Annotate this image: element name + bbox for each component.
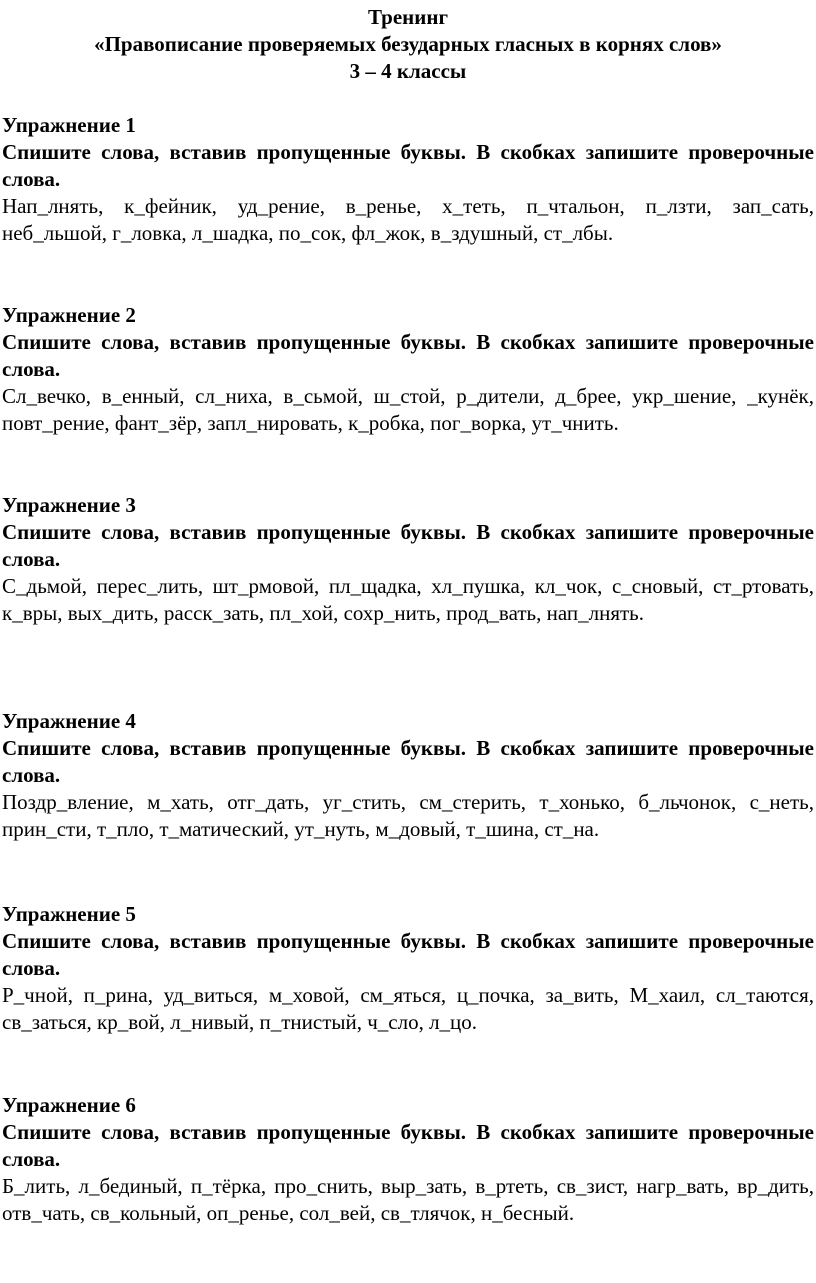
document-grades: 3 – 4 классы xyxy=(349,59,467,83)
exercise-1 xyxy=(2,112,814,247)
exercise-5 xyxy=(2,901,814,1036)
exercise-task: Спишите слова, вставив пропущенные буквы. В скобках запишите проверочные слова. xyxy=(2,736,814,787)
exercise-title: Упражнение 3 xyxy=(2,493,136,517)
document-header xyxy=(2,4,814,85)
exercise-title: Упражнение 5 xyxy=(2,902,136,926)
exercise-4 xyxy=(2,708,814,843)
document-title: Тренинг xyxy=(367,5,449,29)
exercise-task: Спишите слова, вставив пропущенные буквы. В скобках запишите проверочные слова. xyxy=(2,330,814,381)
exercise-title: Упражнение 4 xyxy=(2,709,136,733)
exercise-words: Б_лить, л_бединый, п_тёрка, про_снить, выр_зать, в_ртеть, св_зист, нагр_вать, вр_дить, отв_чать, св_кольный, оп_ренье, сол_вей, св_тлячок, н_бесный. xyxy=(2,1174,814,1225)
exercise-words: Поздр_вление, м_хать, отг_дать, уг_стить, см_стерить, т_хонько, б_льчонок, с_неть, прин_сти, т_пло, т_матический, ут_нуть, м_довый, т_шина, ст_на. xyxy=(2,790,814,841)
exercise-task: Спишите слова, вставив пропущенные буквы. В скобках запишите проверочные слова. xyxy=(2,929,814,980)
exercise-words: Р_чной, п_рина, уд_виться, м_ховой, см_яться, ц_почка, за_вить, М_хаил, сл_таются, св_заться, кр_вой, л_нивый, п_тнистый, ч_сло, л_цо. xyxy=(2,983,814,1034)
exercise-title: Упражнение 2 xyxy=(2,303,136,327)
exercise-task: Спишите слова, вставив пропущенные буквы. В скобках запишите проверочные слова. xyxy=(2,520,814,571)
exercise-task: Спишите слова, вставив пропущенные буквы. В скобках запишите проверочные слова. xyxy=(2,1120,814,1171)
exercise-title: Упражнение 6 xyxy=(2,1093,136,1117)
document-page xyxy=(2,0,814,1225)
exercise-words: Нап_лнять, к_фейник, уд_рение, в_ренье, х_теть, п_чтальон, п_лзти, зап_сать, неб_льшой, г_ловка, л_шадка, по_сок, фл_жок, в_здушный, ст_лбы. xyxy=(2,194,814,245)
exercise-2 xyxy=(2,302,814,437)
document-subtitle: «Правописание проверяемых безударных гласных в корнях слов» xyxy=(94,32,722,56)
exercise-3 xyxy=(2,492,814,627)
exercise-words: С_дьмой, перес_лить, шт_рмовой, пл_щадка, хл_пушка, кл_чок, с_сновый, ст_ртовать, к_вры, вых_дить, расск_зать, пл_хой, сохр_нить, прод_вать, нап_лнять. xyxy=(2,574,814,625)
exercise-words: Сл_вечко, в_енный, сл_ниха, в_сьмой, ш_стой, р_дители, д_брее, укр_шение, _кунёк, повт_рение, фант_зёр, запл_нировать, к_робка, пог_ворка, ут_чнить. xyxy=(2,384,814,435)
exercise-task: Спишите слова, вставив пропущенные буквы. В скобках запишите проверочные слова. xyxy=(2,140,814,191)
exercise-6 xyxy=(2,1092,814,1227)
exercise-title: Упражнение 1 xyxy=(2,113,136,137)
